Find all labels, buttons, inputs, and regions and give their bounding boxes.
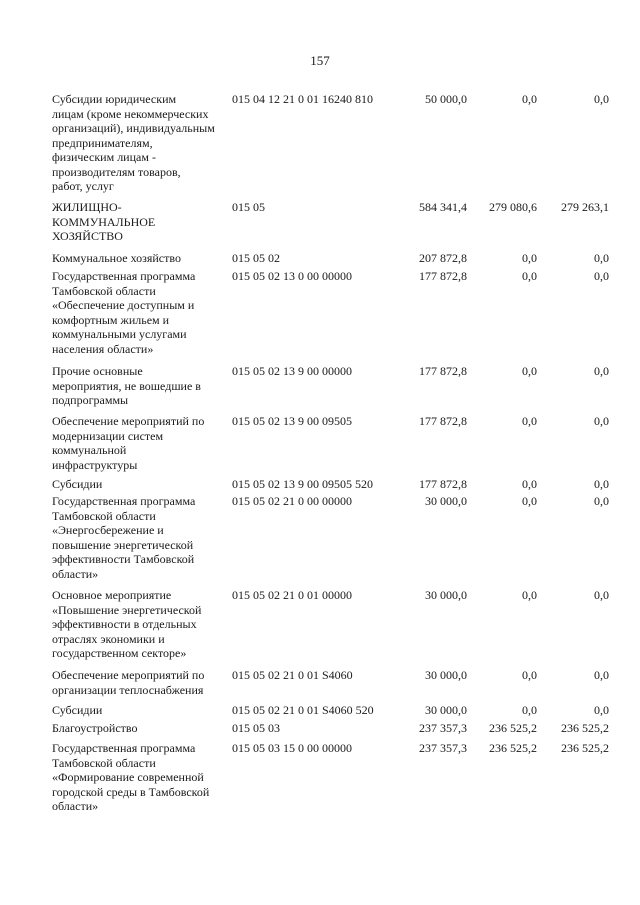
row-name (52, 494, 234, 581)
row-value-3: 0,0 (594, 364, 609, 378)
row-name-line: физическим лицам - (52, 150, 156, 164)
row-value-2: 0,0 (522, 477, 537, 491)
row-value-1: 177 872,8 (419, 477, 467, 491)
row-name-line: «Формирование современной (52, 770, 204, 784)
row-value-1: 237 357,3 (419, 721, 467, 735)
row-value-2: 279 080,6 (489, 200, 537, 214)
row-value-3: 236 525,2 (561, 741, 609, 755)
row-value-3: 279 263,1 (561, 200, 609, 214)
row-name-line: подпрограммы (52, 393, 129, 407)
row-name (52, 703, 234, 718)
row-name-line: Коммунальное хозяйство (52, 251, 181, 265)
row-name-line: Обеспечение мероприятий по (52, 668, 205, 682)
row-name (52, 414, 234, 472)
row-code: 015 05 03 (232, 721, 280, 735)
row-name-line: «Энергосбережение и (52, 523, 164, 537)
row-name-line: инфраструктуры (52, 457, 138, 472)
row-value-2: 0,0 (522, 269, 537, 283)
row-code: 015 05 02 (232, 251, 280, 265)
row-name (52, 741, 234, 814)
row-value-3: 0,0 (594, 414, 609, 428)
row-value-3: 0,0 (594, 92, 609, 106)
row-name-line: эффективности Тамбовской (52, 552, 195, 566)
row-name-line: государственном секторе» (52, 646, 187, 660)
row-name-line: населения области» (52, 341, 154, 356)
row-name-line: области» (52, 799, 99, 813)
row-name (52, 251, 234, 266)
row-code: 015 04 12 21 0 01 16240 810 (232, 92, 373, 106)
row-name-line: производителям товаров, (52, 164, 181, 179)
row-name-line: лицам (кроме некоммерческих (52, 106, 209, 121)
row-value-1: 207 872,8 (419, 251, 467, 265)
row-code: 015 05 02 21 0 01 S4060 520 (232, 703, 374, 717)
row-name-line: «Повышение энергетической (52, 602, 202, 617)
row-name-line: Субсидии юридическим (52, 92, 177, 106)
page-number: 157 (310, 53, 330, 68)
row-code: 015 05 02 13 9 00 00000 (232, 364, 352, 378)
row-value-1: 30 000,0 (425, 494, 467, 508)
row-name-line: Тамбовской области (52, 283, 156, 298)
row-name-line: Обеспечение мероприятий по (52, 414, 205, 428)
row-value-1: 30 000,0 (425, 588, 467, 602)
row-name-line: модернизации систем (52, 428, 164, 443)
row-name-line: ХОЗЯЙСТВО (52, 229, 123, 243)
row-value-2: 0,0 (522, 92, 537, 106)
row-value-3: 0,0 (594, 494, 609, 508)
row-name-line: повышение энергетической (52, 537, 194, 552)
row-name-line: отраслях экономики и (52, 631, 165, 646)
row-name-line: коммунальными услугами (52, 327, 187, 341)
row-value-2: 236 525,2 (489, 721, 537, 735)
row-value-1: 584 341,4 (419, 200, 467, 214)
row-value-3: 0,0 (594, 668, 609, 682)
row-name-line: Благоустройство (52, 721, 138, 735)
row-value-2: 0,0 (522, 414, 537, 428)
row-name-line: Прочие основные (52, 364, 143, 378)
row-name-line: Тамбовской области (52, 755, 156, 770)
row-value-3: 0,0 (594, 251, 609, 265)
row-name (52, 477, 234, 492)
row-value-1: 177 872,8 (419, 414, 467, 428)
row-name-line: предпринимателям, (52, 135, 153, 150)
row-name-line: Тамбовской области (52, 508, 156, 523)
row-value-1: 50 000,0 (425, 92, 467, 106)
row-code: 015 05 02 13 9 00 09505 (232, 414, 352, 428)
row-value-1: 30 000,0 (425, 668, 467, 682)
row-code: 015 05 02 21 0 01 00000 (232, 588, 352, 602)
row-name (52, 364, 234, 408)
row-name-line: Государственная программа (52, 269, 196, 283)
row-code: 015 05 03 15 0 00 00000 (232, 741, 352, 755)
row-value-2: 0,0 (522, 364, 537, 378)
row-name (52, 92, 234, 194)
row-name-line: области» (52, 566, 99, 581)
row-name-line: Государственная программа (52, 494, 196, 508)
row-value-3: 0,0 (594, 269, 609, 283)
row-name-line: «Обеспечение доступным и (52, 298, 195, 312)
row-name (52, 200, 234, 244)
row-name (52, 588, 234, 661)
row-code: 015 05 02 13 0 00 00000 (232, 269, 352, 283)
row-name-line: работ, услуг (52, 179, 114, 193)
row-name-line: Государственная программа (52, 741, 196, 755)
row-value-1: 237 357,3 (419, 741, 467, 755)
row-value-3: 0,0 (594, 703, 609, 717)
row-code: 015 05 02 21 0 00 00000 (232, 494, 352, 508)
row-name-line: мероприятия, не вошедшие в (52, 378, 201, 393)
row-value-2: 0,0 (522, 494, 537, 508)
row-name-line: Основное мероприятие (52, 588, 172, 602)
row-value-2: 0,0 (522, 588, 537, 602)
row-value-2: 0,0 (522, 251, 537, 265)
row-name-line: организации теплоснабжения (52, 682, 204, 697)
row-name-line: организаций), индивидуальным (52, 121, 215, 135)
row-value-3: 236 525,2 (561, 721, 609, 735)
row-value-2: 0,0 (522, 668, 537, 682)
row-code: 015 05 (232, 200, 265, 214)
row-name-line: Субсидии (52, 477, 103, 491)
row-name-line: комфортным жильем и (52, 312, 170, 327)
row-value-2: 236 525,2 (489, 741, 537, 755)
row-value-1: 177 872,8 (419, 269, 467, 283)
row-name-line: Субсидии (52, 703, 103, 717)
row-value-1: 177 872,8 (419, 364, 467, 378)
row-name-line: КОММУНАЛЬНОЕ (52, 214, 156, 229)
row-code: 015 05 02 13 9 00 09505 520 (232, 477, 373, 491)
row-name-line: ЖИЛИЩНО- (52, 200, 122, 214)
row-value-3: 0,0 (594, 588, 609, 602)
row-value-3: 0,0 (594, 477, 609, 491)
row-value-1: 30 000,0 (425, 703, 467, 717)
row-name-line: коммунальной (52, 443, 127, 457)
row-name (52, 721, 234, 736)
row-name-line: эффективности в отдельных (52, 617, 197, 631)
row-code: 015 05 02 21 0 01 S4060 (232, 668, 353, 682)
row-name-line: городской среды в Тамбовской (52, 784, 210, 799)
row-name (52, 269, 234, 356)
row-value-2: 0,0 (522, 703, 537, 717)
row-name (52, 668, 234, 697)
